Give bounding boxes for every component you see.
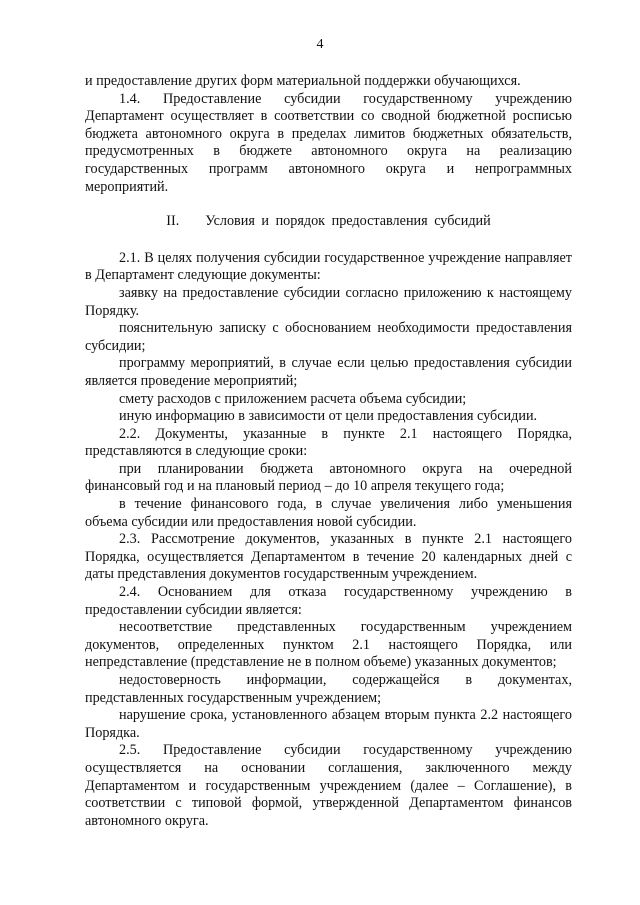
paragraph-2-1-d: смету расходов с приложением расчета объема субсидии; (119, 390, 467, 407)
paragraph-2-5: 2.5. Предоставление субсидии государственному учреждению осуществляется на основании соглашения, заключенного между Департаментом и государственным учреждением (далее – Соглашение), в соответствии с типовой формой, утвержденной Департаментом финансов автономного округа. (85, 742, 572, 829)
section-number: II. (166, 213, 180, 230)
section-title: Условия и порядок предоставления субсидий (205, 213, 491, 230)
document-body (85, 73, 572, 830)
paragraph-2-4-b: недостоверность информации, содержащейся в документах, представленных государственным учреждением; (85, 672, 572, 706)
paragraph-2-2: 2.2. Документы, указанные в пункте 2.1 настоящего Порядка, представляются в следующие сроки: (85, 425, 572, 460)
paragraph-2-1-a: заявку на предоставление субсидии согласно приложению к настоящему Порядку. (85, 284, 572, 319)
section-heading (85, 213, 572, 231)
paragraph-2-4-c: нарушение срока, установленного абзацем вторым пункта 2.2 настоящего Порядка. (85, 707, 572, 741)
paragraph-2-1: 2.1. В целях получения субсидии государственное учреждение направляет в Департамент следующие документы: (85, 249, 572, 284)
paragraph-1-4: 1.4. Предоставление субсидии государственному учреждению Департамент осуществляет в соответствии со сводной бюджетной росписью бюджета автономного округа в пределах лимитов бюджетных обязательств, предусмотренных в бюджете автономного округа на реализацию государственных программ автономного округа и непрограммных мероприятий. (85, 90, 572, 195)
paragraph-2-1-b: пояснительную записку с обоснованием необходимости предоставления субсидии; (85, 320, 572, 354)
intro-paragraphs (85, 73, 572, 196)
paragraph-continuation: и предоставление других форм материальной поддержки обучающихся. (85, 73, 521, 89)
page-number: 4 (316, 37, 324, 52)
paragraph-2-4: 2.4. Основанием для отказа государственному учреждению в предоставлении субсидии является: (85, 584, 572, 618)
paragraph-2-1-c: программу мероприятий, в случае если целью предоставления субсидии является проведение мероприятий; (85, 355, 572, 389)
paragraph-2-3: 2.3. Рассмотрение документов, указанных в пункте 2.1 настоящего Порядка, осуществляется Департаментом в течение 20 календарных дней с даты представления документов государственным учреждением. (85, 531, 572, 583)
section-paragraphs (85, 250, 572, 831)
paragraph-2-2-a: при планировании бюджета автономного округа на очередной финансовый год и на плановый период – до 10 апреля текущего года; (85, 460, 572, 495)
paragraph-2-2-b: в течение финансового года, в случае увеличения либо уменьшения объема субсидии или предоставления новой субсидии. (85, 496, 572, 530)
paragraph-2-4-a: несоответствие представленных государственным учреждением документов, определенных пунктом 2.1 настоящего Порядка, или непредставление (представление не в полном объеме) указанных документов; (85, 619, 572, 671)
paragraph-2-1-e: иную информацию в зависимости от цели предоставления субсидии. (119, 408, 538, 425)
